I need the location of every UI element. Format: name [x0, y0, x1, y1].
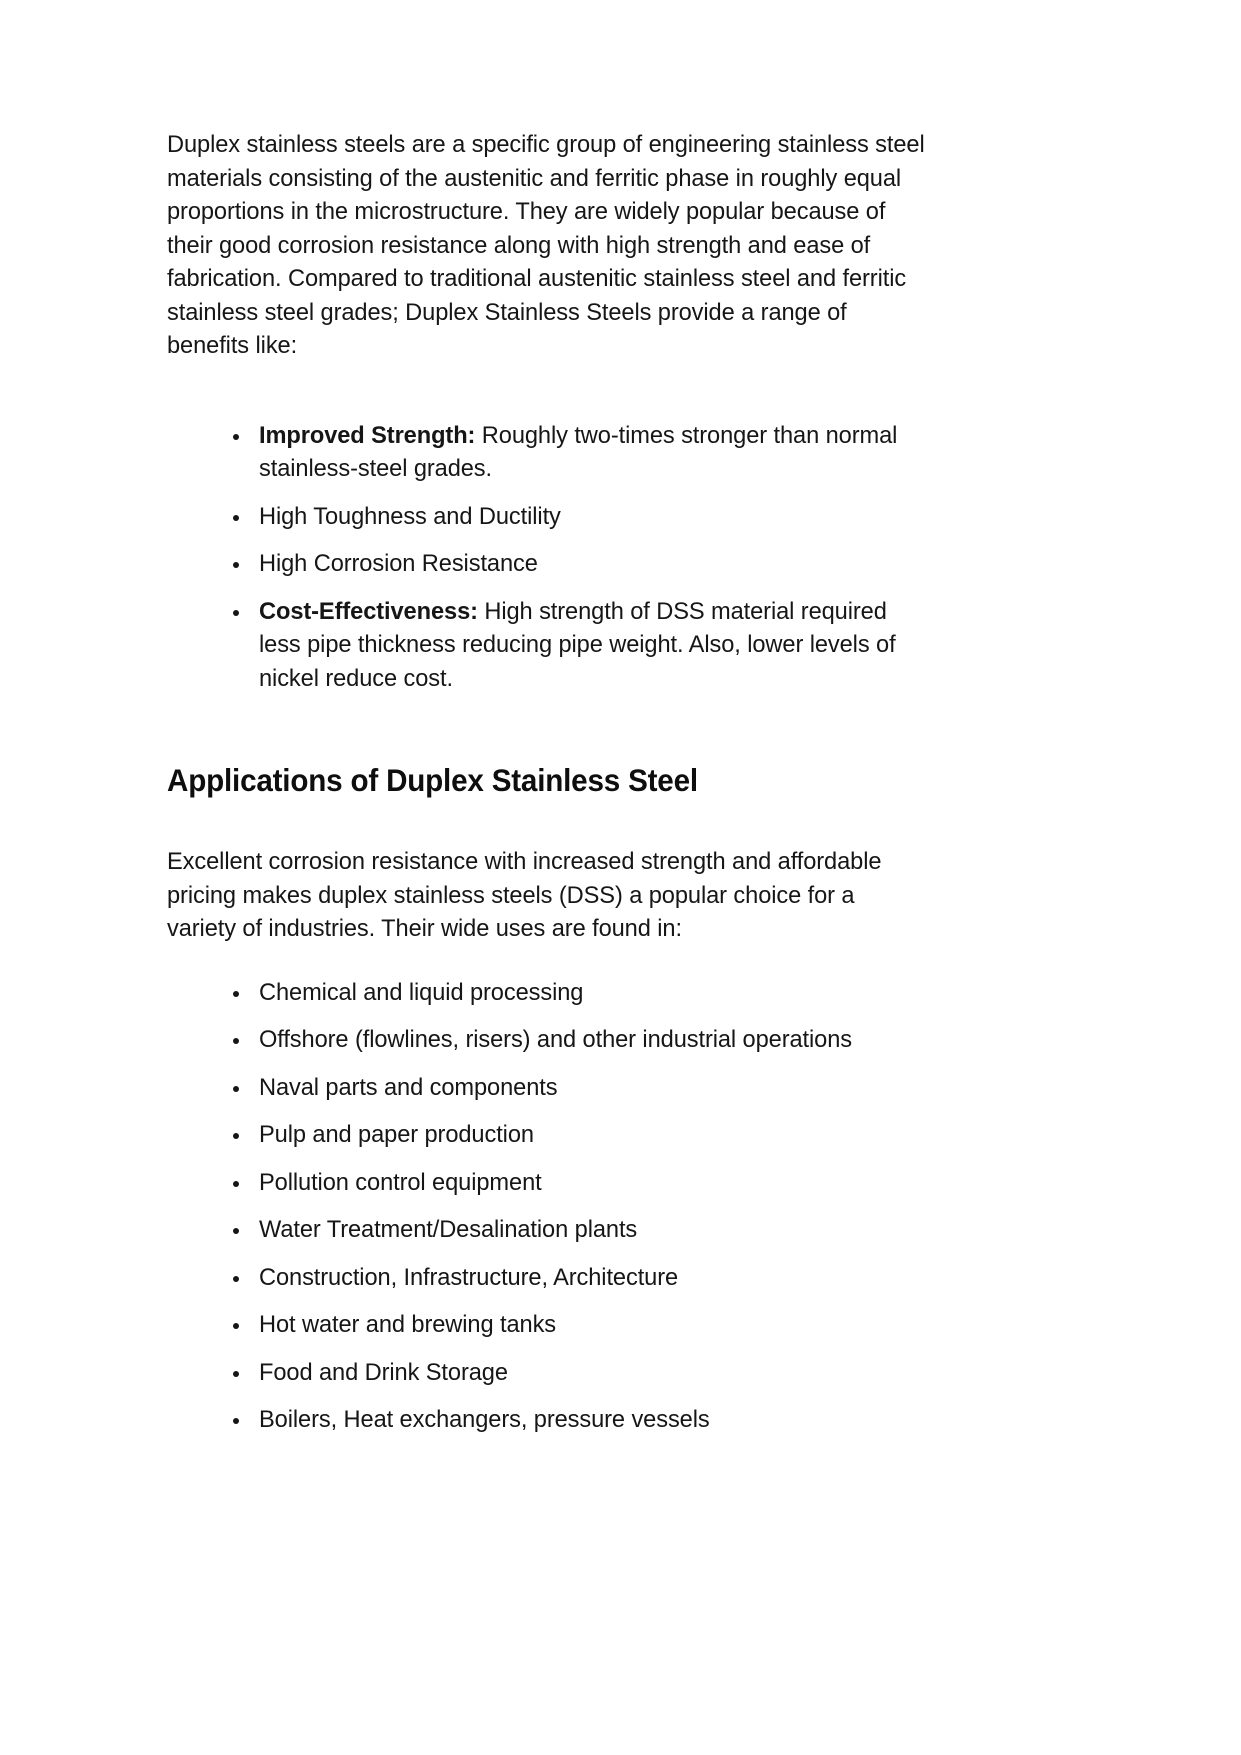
list-item-content	[259, 595, 929, 696]
list-item	[167, 547, 927, 581]
list-item	[167, 1071, 927, 1105]
document-content	[167, 128, 927, 1437]
list-item-text: Chemical and liquid processing	[259, 978, 584, 1006]
list-item-text: Pollution control equipment	[259, 1168, 542, 1196]
list-item-lead: Cost-Effectiveness:	[259, 597, 478, 625]
spacer-before-heading	[167, 695, 927, 761]
list-item-text: Pulp and paper production	[259, 1121, 534, 1148]
list-item-text: Boilers, Heat exchangers, pressure vessels	[259, 1406, 710, 1433]
applications-paragraph: Excellent corrosion resistance with increased strength and affordable pricing makes duplex stainless steels (DSS) a popular choice for a variety of industries. Their wide uses are found in:	[167, 848, 882, 942]
list-item	[167, 1403, 927, 1437]
list-item-text: Food and Drink Storage	[259, 1358, 508, 1386]
section-heading: Applications of Duplex Stainless Steel	[167, 762, 698, 798]
benefits-list	[167, 419, 927, 696]
list-item	[167, 1213, 927, 1247]
list-item	[167, 1261, 927, 1295]
list-item	[167, 1308, 927, 1342]
list-item	[167, 1118, 927, 1152]
list-item-text: High Toughness and Ductility	[259, 502, 561, 530]
list-item-text: Water Treatment/Desalination plants	[259, 1216, 638, 1243]
list-item-text: Naval parts and components	[259, 1073, 558, 1101]
list-item-content	[259, 547, 929, 581]
list-item-content	[259, 500, 929, 534]
list-item-text: High strength of DSS material required less pipe thickness reducing pipe weight. Also, lower levels of nickel reduce cost.	[259, 597, 896, 692]
list-item	[167, 976, 927, 1010]
list-item-text: High Corrosion Resistance	[259, 550, 538, 577]
list-item-text: Hot water and brewing tanks	[259, 1311, 557, 1338]
list-item	[167, 1023, 927, 1057]
list-item-text: Construction, Infrastructure, Architecture	[259, 1263, 679, 1291]
spacer-before-applications-list	[167, 946, 927, 976]
spacer-after-intro	[167, 363, 927, 419]
list-item	[167, 500, 927, 534]
list-item-lead: Improved Strength:	[259, 421, 476, 449]
list-item	[167, 595, 927, 696]
list-item-text: Roughly two-times stronger than normal stainless-steel grades.	[259, 421, 898, 482]
list-item	[167, 1356, 927, 1390]
spacer-after-heading	[167, 799, 927, 845]
list-item	[167, 1166, 927, 1200]
applications-list	[167, 976, 927, 1437]
list-item-text: Offshore (flowlines, risers) and other industrial operations	[259, 1026, 853, 1053]
list-item-content	[259, 419, 929, 486]
list-item	[167, 419, 927, 486]
intro-paragraph: Duplex stainless steels are a specific group of engineering stainless steel materials consisting of the austenitic and ferritic phase in roughly equal proportions in the microstructure. They are widely popular because of their good corrosion resistance along with high strength and ease of fabrication. Compared to traditional austenitic stainless steel and ferritic stainless steel grades; Duplex Stainless Steels provide a range of benefits like:	[167, 131, 925, 359]
